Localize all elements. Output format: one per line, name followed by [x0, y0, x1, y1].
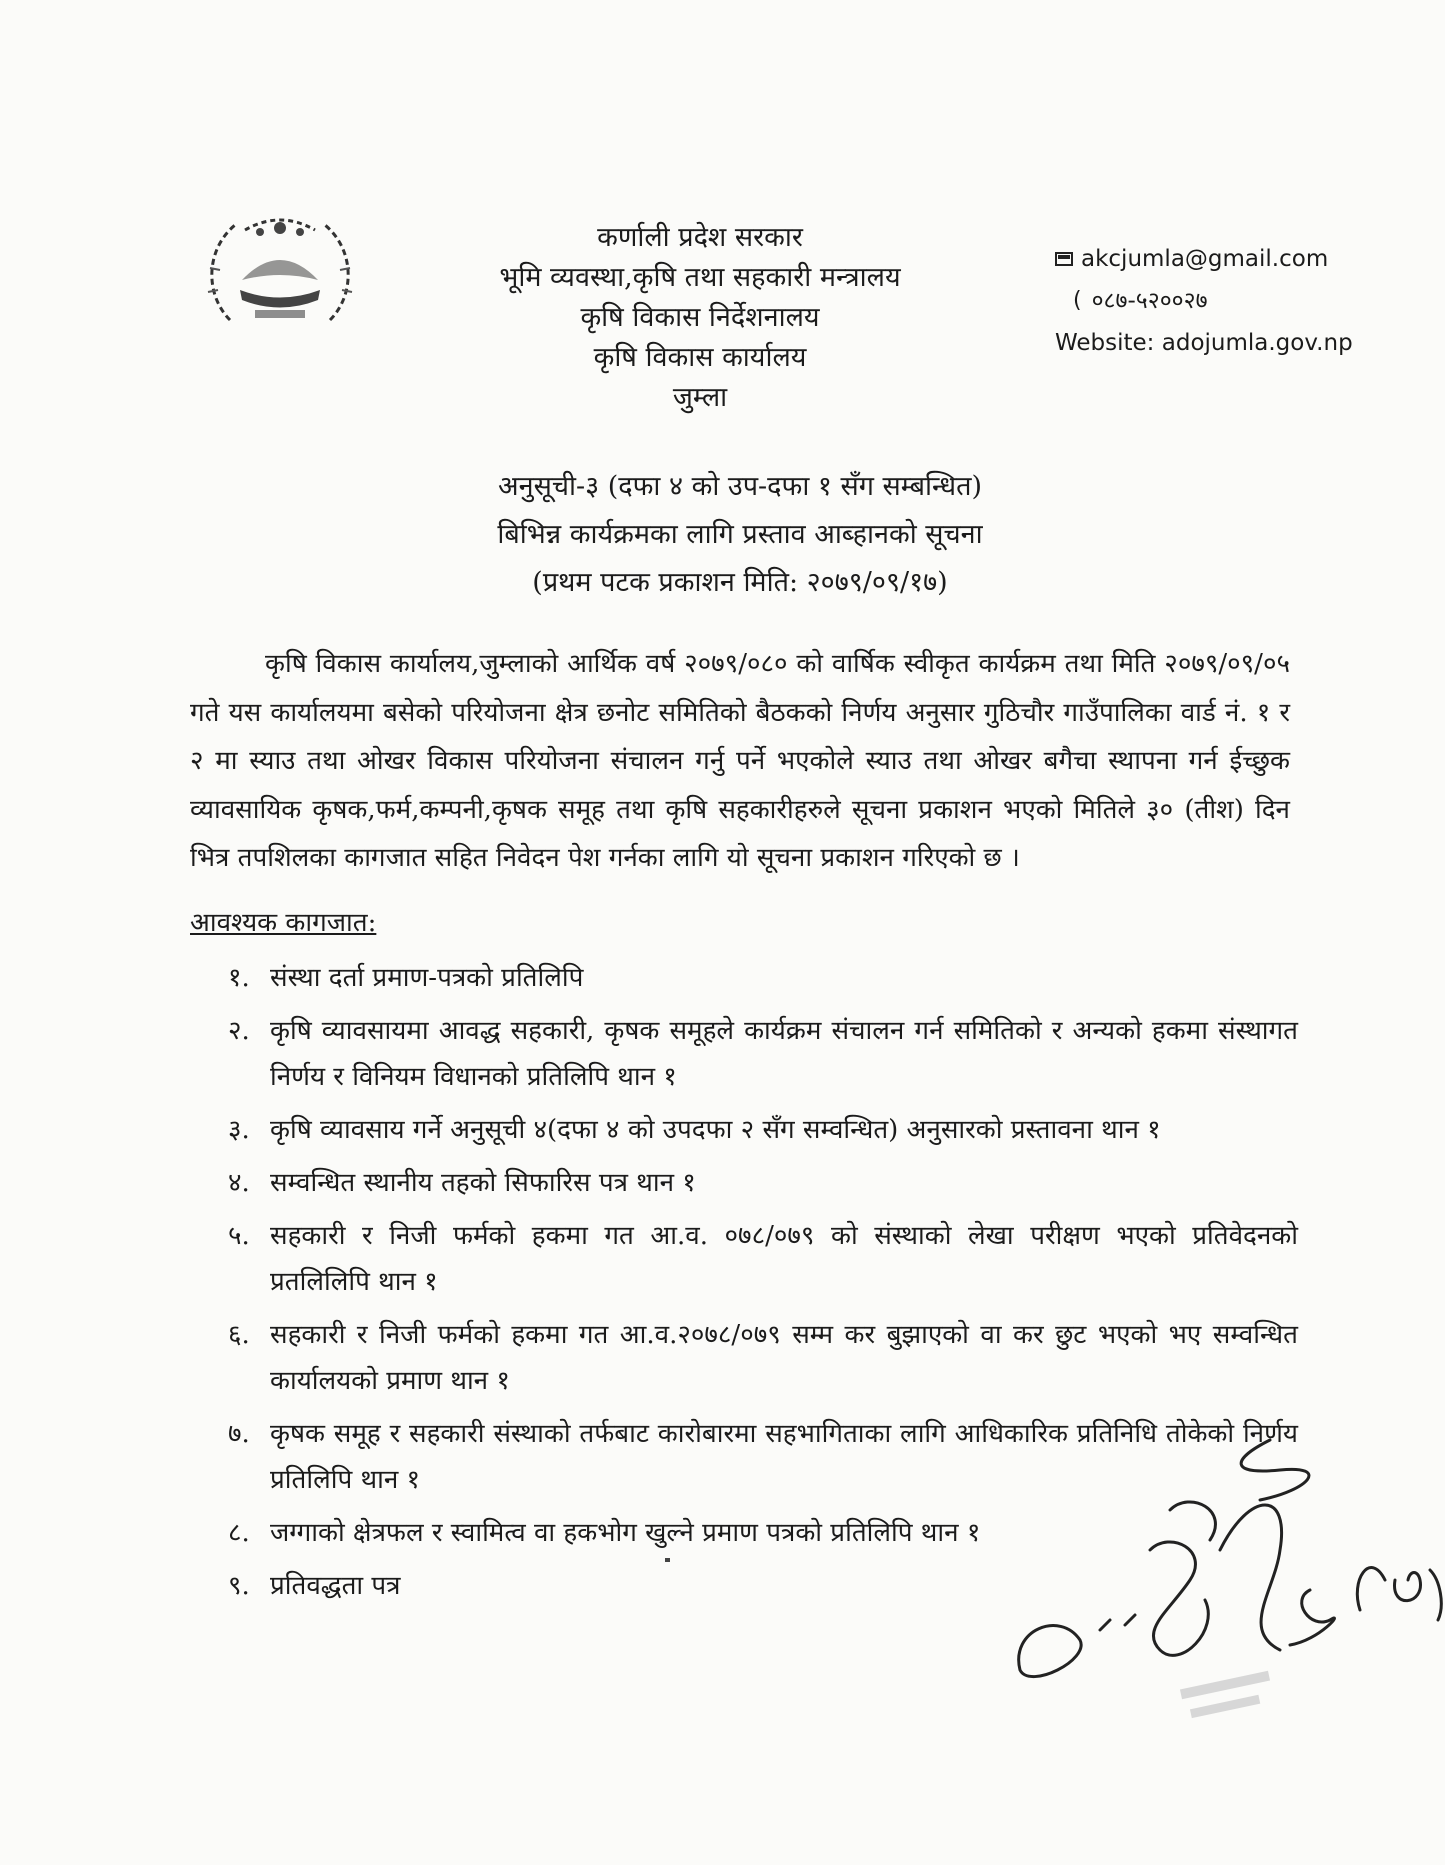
list-item-number: १. [228, 963, 250, 993]
notice-titles [420, 463, 1060, 607]
phone-icon: ( [1073, 288, 1082, 313]
mail-icon [1055, 252, 1073, 266]
letterhead [420, 218, 980, 418]
letterhead-directorate: कृषि विकास निर्देशनालय [580, 302, 820, 333]
list-item [228, 1107, 1298, 1153]
email-address[interactable]: akcjumla@gmail.com [1081, 246, 1329, 272]
list-item-number: ७. [228, 1419, 250, 1449]
contact-info [1055, 238, 1353, 364]
stray-mark [665, 1558, 670, 1562]
list-item-number: ८. [228, 1518, 250, 1548]
list-item-text: संस्था दर्ता प्रमाण-पत्रको प्रतिलिपि [270, 963, 584, 993]
list-item-text: सहकारी र निजी फर्मको हकमा गत आ.व.२०७८/०७९ सम्म कर बुझाएको वा कर छुट भएको भए सम्वन्धित कार्यालयको प्रमाण थान १ [270, 1320, 1298, 1396]
website-link[interactable]: Website: adojumla.gov.np [1055, 330, 1353, 356]
list-item-text: जग्गाको क्षेत्रफल र स्वामित्व वा हकभोग खुल्ने प्रमाण पत्रको प्रतिलिपि थान १ [270, 1518, 981, 1548]
handwritten-signature-icon [990, 1430, 1445, 1730]
phone-number: ०८७-५२००२७ [1091, 288, 1208, 314]
list-item-number: ९. [228, 1571, 250, 1601]
list-item-text: सहकारी र निजी फर्मको हकमा गत आ.व. ०७८/०७९ को संस्थाको लेखा परीक्षण भएको प्रतिवेदनको प्रतलिलिपि थान १ [270, 1221, 1298, 1297]
list-item-number: ६. [228, 1320, 250, 1350]
list-item [228, 1160, 1298, 1206]
notice-title: बिभिन्न कार्यक्रमका लागि प्रस्ताव आब्हानको सूचना [497, 519, 983, 550]
notice-body-paragraph: कृषि विकास कार्यालय,जुम्लाको आर्थिक वर्ष २०७९/०८० को वार्षिक स्वीकृत कार्यक्रम तथा मिति २०७९/०९/०५ गते यस कार्यालयमा बसेको परियोजना क्षेत्र छनोट समितिको बैठकको निर्णय अनुसार गुठिचौर गाउँपालिका वार्ड नं. १ र २ मा स्याउ तथा ओखर विकास परियोजना संचालन गर्नु पर्ने भएकोले स्याउ तथा ओखर बगैचा स्थापना गर्न ईच्छुक व्यावसायिक कृषक,फर्म,कम्पनी,कृषक समूह तथा कृषि सहकारीहरुले सूचना प्रकाशन भएको मितिले ३० (तीश) दिन भित्र तपशिलका कागजात सहित निवेदन पेश गर्नका लागि यो सूचना प्रकाशन गरिएको छ । [190, 649, 1290, 873]
letterhead-office: कृषि विकास कार्यालय [593, 342, 807, 373]
list-item-number: ४. [228, 1168, 250, 1198]
list-item-number: २. [228, 1016, 250, 1046]
list-item-text: कृषक समूह र सहकारी संस्थाको तर्फबाट कारोबारमा सहभागिताका लागि आधिकारिक प्रतिनिधि तोकेको निर्णय प्रतिलिपि थान १ [270, 1419, 1298, 1495]
letterhead-ministry: भूमि व्यवस्था,कृषि तथा सहकारी मन्त्रालय [499, 262, 901, 293]
requirements-heading: आवश्यक कागजात: [190, 908, 377, 938]
list-item [228, 1312, 1298, 1404]
list-item-number: ५. [228, 1221, 250, 1251]
nepal-government-emblem-icon [200, 210, 360, 345]
list-item-text: सम्वन्धित स्थानीय तहको सिफारिस पत्र थान १ [270, 1168, 696, 1198]
annex-title: अनुसूची-३ (दफा ४ को उप-दफा १ सँग सम्बन्धित) [497, 471, 983, 502]
list-item [228, 1213, 1298, 1305]
list-item-text: प्रतिवद्धता पत्र [270, 1571, 401, 1601]
letterhead-district: जुम्ला [672, 382, 728, 413]
list-item-number: ३. [228, 1115, 250, 1145]
list-item [228, 955, 1298, 1001]
list-item-text: कृषि व्यावसायमा आवद्ध सहकारी, कृषक समूहले कार्यक्रम संचालन गर्न समितिको र अन्यको हकमा संस्थागत निर्णय र विनियम विधानको प्रतिलिपि थान १ [270, 1016, 1298, 1092]
publication-date: (प्रथम पटक प्रकाशन मिति: २०७९/०९/१७) [532, 567, 948, 598]
letterhead-province: कर्णाली प्रदेश सरकार [597, 222, 803, 253]
list-item-text: कृषि व्यावसाय गर्ने अनुसूची ४(दफा ४ को उपदफा २ सँग सम्वन्धित) अनुसारको प्रस्तावना थान १ [270, 1115, 1161, 1145]
list-item [228, 1008, 1298, 1100]
